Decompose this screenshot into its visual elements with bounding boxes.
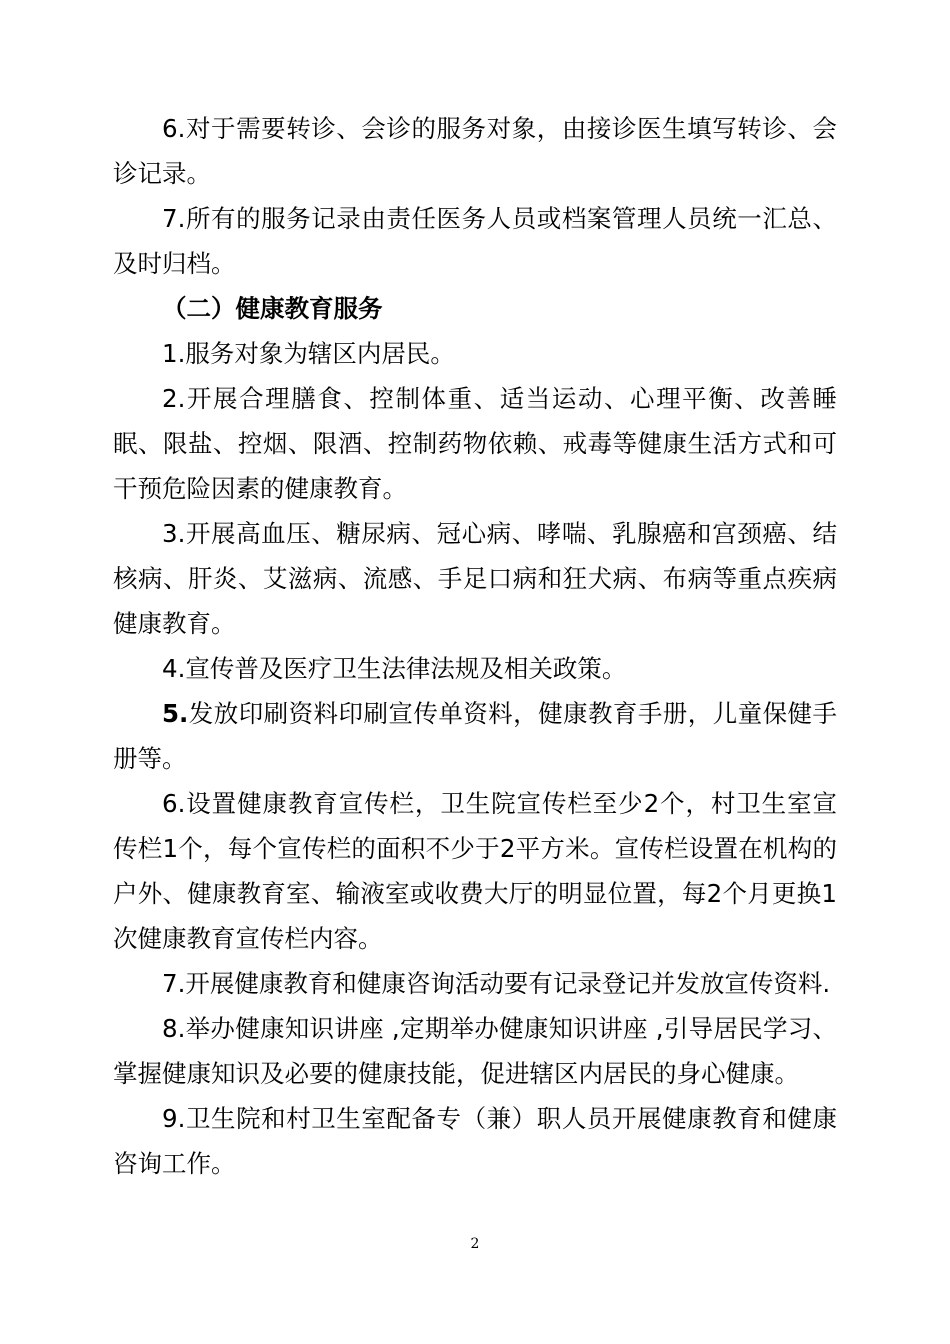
section-heading-health-education: （二）健康教育服务 [162,294,383,323]
paragraph-service-target: 1.服务对象为辖区内居民。 [162,339,455,368]
paragraph-bulletin-boards: 6.设置健康教育宣传栏，卫生院宣传栏至少2个，村卫生室宣传栏1个，每个宣传栏的面积不少于2平方米。宣传栏设置在机构的户外、健康教育室、输液室或收费大厅的明显位置，每2个月更换1次健康教育宣传栏内容。 [113,789,837,953]
paragraph-text: 发放印刷资料印刷宣传单资料，健康教育手册，儿童保健手册等。 [113,699,837,773]
paragraph-consultation-activities: 7.开展健康教育和健康咨询活动要有记录登记并发放宣传资料. [162,969,831,998]
paragraph-printed-materials [113,691,837,781]
page-number: 2 [470,1236,480,1252]
paragraph-health-lectures: 8.举办健康知识讲座 ,定期举办健康知识讲座 ,引导居民学习、掌握健康知识及必要的健康技能，促进辖区内居民的身心健康。 [113,1014,837,1088]
paragraph-number: 5. [162,699,189,728]
paragraph-disease-education: 3.开展高血压、糖尿病、冠心病、哮喘、乳腺癌和宫颈癌、结核病、肝炎、艾滋病、流感、手足口病和狂犬病、布病等重点疾病健康教育。 [113,519,837,638]
paragraph-law-promotion: 4.宣传普及医疗卫生法律法规及相关政策。 [162,654,627,683]
paragraph-lifestyle-education: 2.开展合理膳食、控制体重、适当运动、心理平衡、改善睡眠、限盐、控烟、限酒、控制药物依赖、戒毒等健康生活方式和可干预危险因素的健康教育。 [113,384,837,503]
paragraph-staffing: 9.卫生院和村卫生室配备专（兼）职人员开展健康教育和健康咨询工作。 [113,1104,837,1178]
paragraph-referral-records: 6.对于需要转诊、会诊的服务对象，由接诊医生填写转诊、会诊记录。 [113,114,837,188]
paragraph-archive-records: 7.所有的服务记录由责任医务人员或档案管理人员统一汇总、及时归档。 [113,204,837,278]
document-body [113,106,837,1186]
